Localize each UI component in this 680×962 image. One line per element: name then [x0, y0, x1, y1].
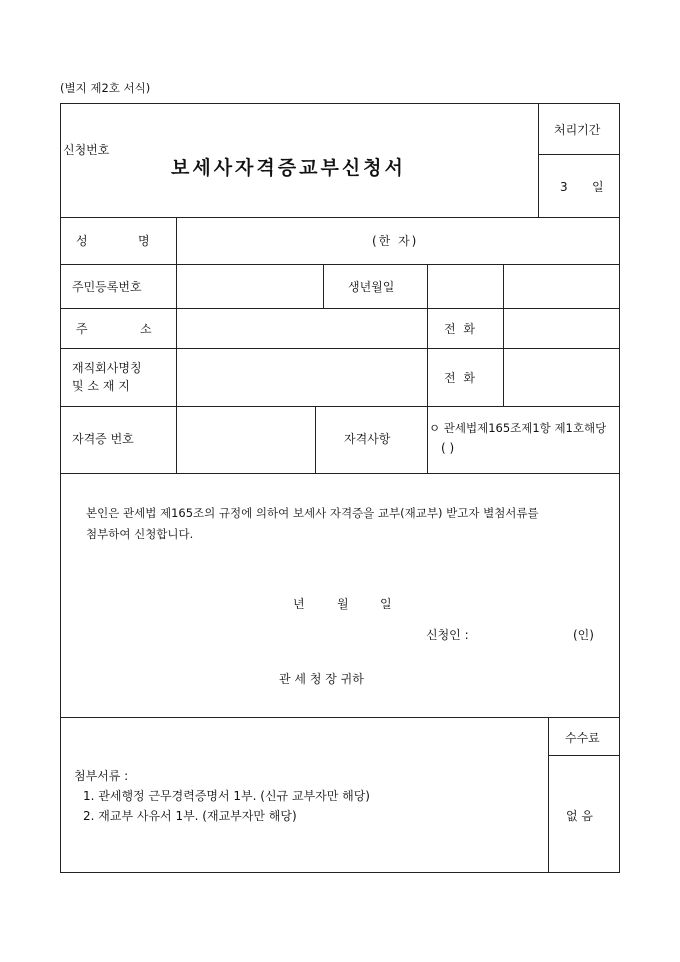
row-rrn-bottom-line	[61, 308, 620, 309]
row-name-bottom-line	[61, 264, 620, 265]
company-label-line2: 및 소 재 지	[72, 379, 130, 393]
phone-label-2: 전 화	[444, 371, 477, 385]
fee-column-line	[548, 717, 549, 873]
hanja-label: (한 자)	[372, 234, 419, 248]
qualification-value-line1: ㅇ 관세법제165조제1항 제1호해당	[429, 421, 607, 435]
date-day: 일	[380, 597, 392, 611]
application-form	[60, 103, 620, 873]
date-year: 년	[293, 597, 305, 611]
period-divider-line	[538, 154, 620, 155]
rrn-label: 주민등록번호	[72, 280, 142, 294]
birth-phone-left-line	[427, 264, 428, 406]
qualification-value-line2: ( )	[441, 441, 455, 455]
form-caption: (별지 제2호 서식)	[60, 81, 151, 95]
address-label-char1: 주	[76, 322, 88, 336]
fee-label: 수수료	[565, 731, 600, 745]
qualification-label-right-line	[427, 406, 428, 473]
birth-phone-right-line	[503, 264, 504, 406]
cert-no-label: 자격증 번호	[72, 432, 134, 446]
phone-label: 전 화	[444, 322, 477, 336]
statement-line1: 본인은 관세법 제165조의 규정에 의하여 보세사 자격증을 교부(재교부) 받고자 별첨서류를	[86, 506, 539, 520]
fee-divider-line	[548, 755, 620, 756]
date-month: 월	[337, 597, 349, 611]
name-label-char2: 명	[138, 234, 150, 248]
rrn-value-right-line	[323, 264, 324, 308]
row-cert-bottom-line	[61, 473, 620, 474]
fee-value: 없 음	[566, 809, 593, 823]
application-no-label: 신청번호	[63, 143, 110, 157]
addressee: 관 세 청 장 귀하	[279, 672, 364, 686]
header-period-line	[538, 104, 539, 217]
applicant-label: 신청인 :	[426, 628, 469, 642]
name-label-char1: 성	[76, 234, 88, 248]
statement-line2: 첨부하여 신청합니다.	[86, 527, 194, 541]
processing-unit: 일	[592, 180, 604, 194]
company-label-line1: 재직회사명칭	[72, 361, 142, 375]
qualification-label: 자격사항	[344, 432, 391, 446]
header-bottom-line	[61, 217, 620, 218]
seal-mark: (인)	[573, 628, 594, 642]
processing-period-label: 처리기간	[554, 123, 601, 137]
address-label-char2: 소	[140, 322, 152, 336]
form-title: 보세사자격증교부신청서	[171, 157, 406, 179]
row-address-bottom-line	[61, 348, 620, 349]
row-company-bottom-line	[61, 406, 620, 407]
label-column-line	[176, 217, 177, 473]
attachment-item-2: 2. 재교부 사유서 1부. (재교부자만 해당)	[83, 809, 297, 823]
birthdate-label: 생년월일	[348, 280, 395, 294]
cert-value-right-line	[315, 406, 316, 473]
statement-bottom-line	[61, 717, 620, 718]
attachments-heading: 첨부서류 :	[74, 769, 129, 783]
processing-days: 3	[560, 180, 568, 194]
attachment-item-1: 1. 관세행정 근무경력증명서 1부. (신규 교부자만 해당)	[83, 789, 370, 803]
